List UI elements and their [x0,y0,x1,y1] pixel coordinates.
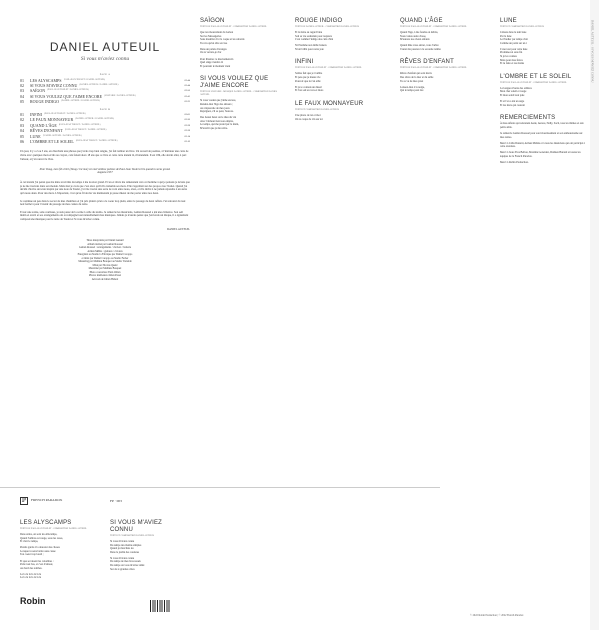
track-duration: 02:50 [184,89,190,93]
tracklist [20,73,190,144]
credit-line: Mastering par Mathieu Bouquet au Studio Translab [78,260,132,264]
song-credit: TEXTE DE PAUL-JEAN TOULET · COMPOSITION DANIEL AUTEUIL [295,67,362,70]
song-credit: TEXTE DE DANIEL AUTEUIL · COMPOSITION DANIEL AUTEUIL [295,26,360,28]
track-title: SI VOUS VOULEZ QUE J'AIME ENCORE [30,93,103,99]
lyric-stanza: Quand âme vous entrer, vous l'arbre J'aurai ma passion à la seconde tombe [400,44,441,51]
lyric-stanza: Céleste dans la nuit lune Par la lune Le Pradier par temps clair Comme un point sur un i [500,31,528,45]
song-title: L'OMBRE ET LE SOLEIL [500,73,572,80]
song-title: SAÏGON [200,18,225,24]
production-credits [20,239,190,281]
lyrics-column-5 [500,10,585,610]
face-label: FACE B [99,107,111,111]
credit-line: Mixé par Nicolas Quéré [92,263,118,267]
dedication-text: Pour Doug, mon fils chéri (Doug c'est moi) ces merveilleux poèmes de Paul-Jean Toulet à lire quand tu seras grand. Augusta 1957 [39,167,171,175]
label-name: FRENCH PARADOX [31,498,63,503]
track-title: LES ALYSCAMPS [30,77,62,83]
credit-line: Photos intérieures Julien Passé [89,274,121,278]
track-title: INFINI [30,112,42,118]
lyrics-column-4 [400,10,485,480]
lyrics-column-3 [295,10,385,480]
song-credit: TEXTE DE PAUL-JEAN TOULET · COMPOSITION DANIEL AUTEUIL [400,67,467,70]
lyric-stanza: Et la mère au regard bleu Sait sa vie souhaitée pour toujours C'est comme l'indigo des ciels d'été [295,31,334,42]
intro-paragraph: Un jour, il y a 2 ou 3 ans, en cherchant une phrase que j'avais trop bien rangée, j'ai fait tomber un livre. Un recueil de poèmes, à l'intérieur une carte de visite avec quelques mots écrits au crayon, cela faisait alors 18 ans que ce livre et cette carte étaient là, m'attendant. Il est 18h, elle devait aller, à part l'amour, et j'ai rouvert le livre. [20,150,189,161]
lyric-stanza: Merci à Jean-Yves Bellon, Maxime Gonzalez, Damien Burand et toutes les équipes de la French Paradox. [500,151,581,158]
song-credit: TEXTE ET COMPOSITION DANIEL AUTEUIL [500,26,545,28]
catalog-ref: FP · 003 [110,499,122,503]
signature: DANIEL AUTEUIL [167,227,190,231]
track-duration: 03:44 [184,83,190,87]
credit-line: et mixé par Daniel Caroppo au Studio Ferber [81,256,129,260]
track-duration: 03:05 [184,113,190,117]
track-duration: 02:28 [184,123,190,127]
lyric-stanza: Rêves d'enfant qui sont morts Des rêves de la mer et du sable Tu as vu de mes yeux [400,72,434,83]
robin-logo [20,596,46,606]
lyric-stanza: Dans un palais d'oranges Ou te verrais-je d'or [200,47,227,55]
fp-mark-icon: ℙ [21,498,27,504]
lyric-stanza: Merci à Célia Dunard, Arman Méliès et à tous les musiciens qui ont participé à cette aventure. [500,141,585,149]
track-credit: (PAUL-JEAN TOULET / DANIEL AUTEUIL) [47,89,89,92]
footer-copyright: © 2022 Robin Production | © 2022 French Paradox [470,614,524,617]
lyric-stanza: Ni l'homme non mille baisers N'ont brillé pour notre joie [295,44,327,51]
track-number: 02 [20,117,24,123]
track-duration: 03:14 [184,134,190,138]
song-credit: TEXTE ET COMPOSITION DANIEL AUTEUIL [110,535,155,537]
spine-text: DANIEL AUTEUIL · SI VOUS M'AVIEZ CONNU [590,20,595,83]
track-number: 03 [20,88,24,94]
track-credit: (PAUL-JEAN TOULET / DANIEL AUTEUIL) [63,78,106,81]
track-duration: 03:41 [184,94,190,98]
track-title: RÊVES D'ENFANT [30,128,63,134]
song-title: ROUGE INDIGO [295,18,343,24]
lyrics-column-1b [110,512,180,602]
song-credit: TEXTE DE VOLTAIRE · MUSIQUE DANIEL AUTEUIL · COMPOSITION DANIEL AUTEUIL [200,91,278,97]
track-credit: (PAUL-JEAN TOULET / DANIEL AUTEUIL) [44,113,86,116]
track-number: 05 [20,99,24,105]
lyric-stanza: Je remercie Gaëtan Roussel pour son investissement et son enthousiasme sur mes textes. [500,132,583,139]
lyric-stanza: Une photo de toi et moi Où ta coupe de vin sur toi [295,113,323,121]
lyric-stanza: Et que se taisent les colombes : Parle tout bas, si c'est d'amour, Au bord des tombes. [20,559,54,570]
song-title: INFINI [295,59,314,66]
track-credit: (DANIEL AUTEUIL / DANIEL AUTEUIL) [42,134,82,137]
song-title: REMERCIEMENTS [500,115,556,122]
song-title: SI VOUS VOULEZ QUE J'AIME ENCORE [200,76,269,90]
barcode-icon [150,600,170,612]
song-title: LE FAUX MONNAYEUR [295,100,364,107]
track-number: 02 [20,82,24,88]
cover-spine [590,0,599,630]
french-paradox-logo [20,497,62,505]
lyrics-column-1 [20,512,90,602]
song-title: LUNE [500,18,517,24]
track-credit: (DANIEL AUTEUIL / DANIEL AUTEUIL) [79,83,119,86]
lyric-stanza: Pour illustrer ce mouvement-là Quel singe viendra là Et pourtant le moment vient [200,57,234,68]
album-artist-title: DANIEL AUTEUIL [49,40,161,54]
track-duration: 03:16 [184,140,190,144]
credit-line: Photo couverture Yann Orhan [89,270,121,274]
lyric-stanza: La longue rêverie des ombres Mon cher soleil et rouge Et mon soleil tout pale [500,86,532,98]
track-duration: 02:44 [184,78,190,82]
track-title: QUAND L'ÂGE [30,122,57,128]
track-row [20,139,190,144]
track-title: L'OMBRE ET LE SOLEIL [30,139,74,145]
track-title: ROUGE INDIGO [30,99,59,105]
track-credit: (PAUL-JEAN TOULET / DANIEL AUTEUIL) [75,140,118,143]
song-credit: TEXTE DE PAUL-JEAN TOULET · COMPOSITION DANIEL AUTEUIL [400,26,467,28]
lyric-stanza: Si vous m'aviez connu Du temps de mes bras noués Du temps où vous m'aviez aimé Sur de si grandes côtes [110,556,145,571]
credit-line: Artwork de Julien Hubert [91,277,119,281]
song-credit: TEXTE DE PAUL-JEAN TOULET · COMPOSITION DANIEL AUTEUIL [200,26,267,28]
track-duration: 03:23 [184,100,190,104]
track-credit: (VOLTAIRE / DANIEL AUTEUIL) [104,94,136,97]
page-divider [0,487,440,488]
credit-line: Enregistré au Studio la Fabrique par Daniel Caroppo [77,253,133,257]
credit-line: Arman Méliès : guitares / claviers [87,249,123,253]
song-credit: TEXTE DE PAUL-JEAN TOULET · COMPOSITION DANIEL AUTEUIL [500,81,567,84]
track-duration: 03:30 [184,118,190,122]
track-number: 05 [20,133,24,139]
track-title: LUNE [30,133,41,139]
album-subtitle: Si vous m'aviez connu [80,56,130,62]
lyric-stanza: L'axe tout pour cette lune Promène-toi sans fin Si je les connus Mais pour mes frères Et tu faire et tes mains [500,47,528,66]
robin-logo-text: Robin [20,596,46,606]
track-title: SI VOUS M'AVIEZ CONNU [30,82,78,88]
track-number: 04 [20,93,24,99]
lyric-stanza: Si vous voulez que j'aime encore, Rendez-moi l'âge des amours ; Au crépuscule de mes jours Rejoignez, s'il se peut, l'aurore. [200,99,237,114]
song-title: RÊVES D'ENFANT [400,59,454,66]
lyric-stanza: Laissez-moi à la neige, Qui le temps peut rire [400,85,425,93]
lyric-stanza: Si vous m'aviez connu Du temps des matins simples Quand je marchais nu Dans le jardin des coutures [110,540,142,554]
track-number: 01 [20,77,24,83]
lyric-stanza: Et si l'on a été un ange Et les mots qui courent [500,100,525,107]
track-credit: (DANIEL AUTEUIL / DANIEL AUTEUIL) [75,118,115,121]
track-credit: (DANIEL AUTEUIL / DANIEL AUTEUIL) [61,100,100,103]
song-title: LES ALYSCAMPS [20,520,72,526]
song-title: QUAND L'ÂGE [400,18,443,24]
song-credit: TEXTE ET COMPOSITION DANIEL AUTEUIL [295,108,340,111]
tracklist-column [20,10,190,480]
track-duration: 02:38 [184,129,190,133]
lyric-stanza: La la la la la la la la La la la la la la la la [20,572,42,580]
track-number: 04 [20,128,24,134]
lyric-stanza: Des beaux lieux où le dieu du vin Avec l'Amour tient son empire, Le temps, qui me prend par la main, M'avertit que je me retire. [200,116,239,130]
credit-line: Mastérisé par Mathieu Bouquet [88,267,122,271]
track-number: 03 [20,122,24,128]
face-label: FACE A [99,73,111,76]
lyric-stanza: Que ton mouvement du Gabon Sur les Messageries Sans mouiller d'or la coque et les sabords Tu n'es qu'un rêve en vue [200,31,245,45]
lyric-stanza: Quand l'âge, à me fondre en débris, Nous venus autre chose, M'aurons nos vieux enfants [400,31,439,42]
track-credit: (PAUL-JEAN TOULET / DANIEL AUTEUIL) [64,129,107,132]
track-number: 01 [20,112,24,118]
track-number: 06 [20,139,24,145]
lyrics-column-2 [200,10,280,480]
track-row [20,99,190,104]
track-credit: (PAUL-JEAN TOULET / DANIEL AUTEUIL) [58,123,101,126]
track-title: SAÏGON [30,88,46,94]
lyric-stanza: Prends garde à la douceur des choses Lorsque tu sens battre sans cause Ton coeur trop lourd ; [20,546,60,557]
main-paragraph: À cet instant j'ai pensé que ma mère avait mis du temps à me trouver grand. Et les et rêvés me ramenaient vers cet homme à qui je pensais je devais que je ne me trouvais dans son monde. Mais moi je crois que c'est alors qu'il m'a transmis ses mots. Elle s'apprêtait sur des propos avec Toulet. Quand j'ai décidé d'écrire un texte inspiré par une note de Toulet, j'ai vite trouvé une sorte de voix entre nous, alors, et m'a invité à ne jamais répondre à un autre qu'à nous deux. Pour des mots. L'important, c'est qu'au fil de ma vie maintenant je passe mieux de me porter entre nos deux. Je continue un peu dans le secret de mes chambres et j'ai pris plaisir qu'en a le coeur trop plein, entre le passage de deux reflets. J'ai retrouvé du tout noir fermé à pour l'avenir du passage de mes contes du texte. Et sur une scène, sans coulisses, je suis passé de la scène à celle du studio. Je remercie les musiciens, Gaëtan Roussel a été une évidence. Son oeil malin et averti et ses arrangements ont accompagné tout naturellement mes musiques. Jamais je n'aurais pensé que j'en ferais un disque, il a également composé une musique pour le texte de Toulet et Si vous m'aviez connu. [20,180,190,222]
song-title: SI VOUS M'AVIEZ CONNU [110,520,163,533]
lyric-stanza: Merci à Robin Production. [500,161,529,165]
lyric-stanza: Dans Arles, où sont les Aliscamps, Quand l'ombre est rouge, sous les roses, Et clair le temps, [20,533,64,544]
credit-line: Album réalisé par Gaëtan Roussel [87,242,123,246]
lyric-stanza: À mes enfants qui adoraient Aude, Aurore, Nelly, Zach, tous les mimes et aux petits amis. [500,122,584,129]
track-title: LE FAUX MONNAYEUR [30,117,74,123]
credit-line: Titres interprétés par Daniel Auteuil [86,239,124,243]
lyric-stanza: Et je te connais un désert Et l'on sait en vers et mots [295,85,324,93]
credit-line: Gaëtan Roussel : arrangements / claviers / batterie [78,246,132,250]
lyric-stanza: Sables fuit que je t'oublie Et peu que je meure vie Pouvoir que tu t'en aille [295,72,323,83]
song-credit: TEXTE DE PAUL-JEAN TOULET · COMPOSITION DANIEL AUTEUIL [20,528,87,530]
